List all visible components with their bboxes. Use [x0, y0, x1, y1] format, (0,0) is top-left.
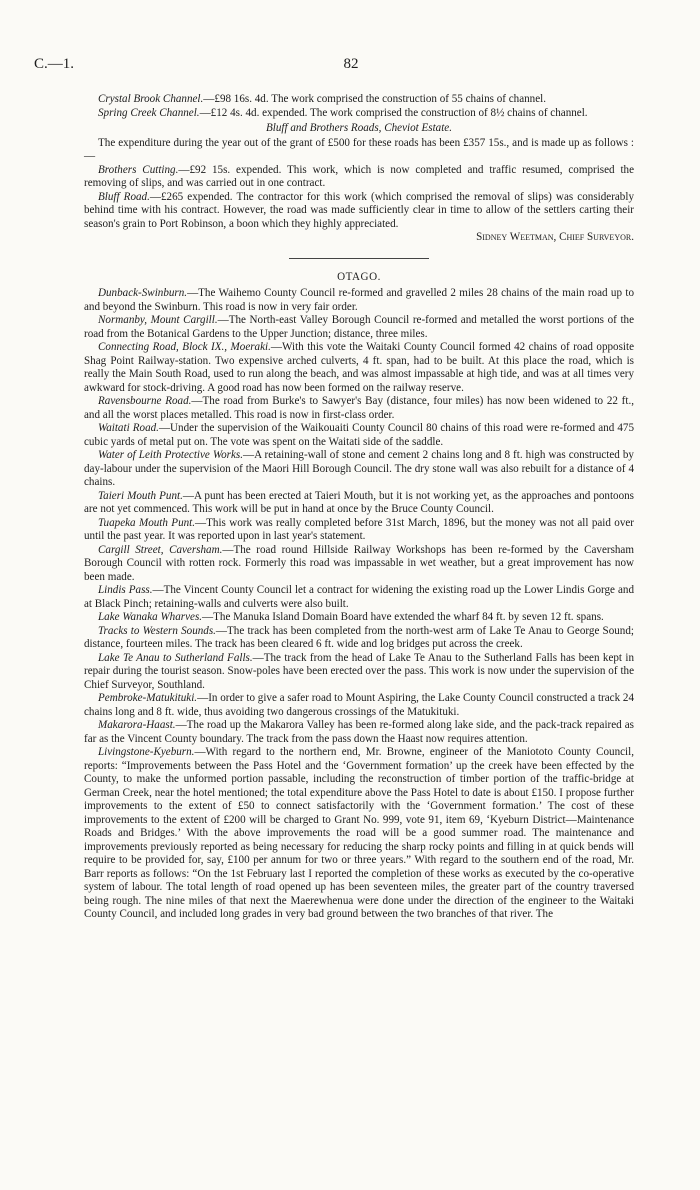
- paragraph-title: Lake Te Anau to Sutherland Falls.: [98, 651, 253, 664]
- paragraph-title: Cargill Street, Caversham.: [98, 543, 223, 556]
- paragraph-tuapeka-mouth: [84, 517, 634, 544]
- paragraph-title: Ravensbourne Road.: [98, 395, 192, 407]
- paragraph-spring-creek: [84, 107, 634, 121]
- paragraph-text: —Under the supervision of the Waikouaiti County Council 80 chains of this road were re-formed and 475 cubic yards of metal put on. The vote was spent on the Waitati side of the saddle.: [84, 422, 634, 448]
- paragraph-title: Tracks to Western Sounds.: [98, 624, 216, 637]
- paragraph-text: —In order to give a safer road to Mount Aspiring, the Lake County Council constructed a track 24 chains long and 8 ft. wide, thus avoiding two dangerous crossings of the Matukituki.: [84, 692, 634, 718]
- bluff-intro: The expenditure during the year out of the grant of £500 for these roads has been £357 15s., and is made up as follows :—: [84, 136, 634, 162]
- paragraph-text: —The Vincent County Council let a contract for widening the existing road up the Lower Lindis Gorge and at Black Pinch; retaining-walls and culverts were also built.: [84, 584, 634, 610]
- paragraph-title: Dunback-Swinburn.: [98, 287, 188, 299]
- paragraph-bluff-road: [84, 191, 634, 232]
- paragraph-ravensbourne: [84, 395, 634, 422]
- paragraph-text: —A retaining-wall of stone and cement 2 chains long and 8 ft. high was constructed by day-labour under the supervision of the Maori Hill Borough Council. The dry stone wall was also rebuilt for a distance of 4 chains.: [84, 449, 634, 488]
- paragraph-livingstone-kyeburn: [84, 746, 634, 922]
- paragraph-title: Waitati Road.: [98, 422, 159, 434]
- paragraph-text: —£98 16s. 4d. The work comprised the construction of 55 chains of channel.: [203, 93, 547, 105]
- paragraph-title: Normanby, Mount Cargill.: [98, 314, 218, 326]
- paragraph-taieri-mouth: [84, 490, 634, 517]
- paragraph-title: Livingstone-Kyeburn.: [98, 746, 195, 758]
- paragraph-title: Pembroke-Matukituki.: [98, 692, 198, 704]
- paragraph-crystal-brook: [84, 93, 634, 107]
- paragraph-normanby: [84, 314, 634, 341]
- paragraph-title: Water of Leith Protective Works.: [98, 449, 243, 461]
- paragraph-text: —£92 15s. expended. This work, which is now completed and traffic resumed, comprised the removing of slips, and was carried out in one contract.: [84, 163, 635, 189]
- bluff-heading: Bluff and Brothers Roads, Cheviot Estate.: [265, 122, 452, 134]
- paragraph-text: —With regard to the northern end, Mr. Browne, engineer of the Maniototo County Council, reports: “Improvements between the Pass Hotel and the ‘Government formation’ up the creek have been effected by the County, to make the unformed portion passable, including the reconstruction of timber portion of the traffic-bridge at German Creek, near the hotel mentioned; the total expenditure above the Pass Hotel to date is about £150. I propose further improvements to the extent of £50 to connect satisfactorily with the ‘Government formation.’ The cost of these improvements to the extent of £200 will be charged to Grant No. 999, vote 91, item 69, ‘Kyeburn District—Maintenance Roads and Bridges.’ With the above improvements the road will be a good summer road. The maintenance and improvements previously reported as being necessary for reducing the sharp rocky points and filling in at quick bends will require to be provided for, say, £100 per annum for two or three years.” With regard to the southern end of the road, Mr. Barr reports as follows: “On the 1st February last I reported the completion of these works as executed by the co-operative system of labour. The total length of road opened up has been seventeen miles, the greater part of the country traversed being rough. The nine miles of that next the Maerewhenua were done under the direction of the engineer to the Waitaki County Council, and included long grades in very bad ground between the two branches of that river. The: [84, 746, 634, 920]
- paragraph-text: —£265 expended. The contractor for this work (which comprised the removal of slips) was considerably behind time with his contract. However, the road was made sufficiently clear in time to allow of the settlers carting their season's grain to Port Robinson, a boon which they highly appreciated.: [84, 190, 634, 230]
- paragraph-text: —The road round Hillside Railway Workshops has been re-formed by the Caversham Borough Council with rotten rock. Formerly this road was impassable in wet weather, but a great improvement has now been made.: [84, 543, 634, 583]
- paragraph-dunback-swinburn: [84, 287, 634, 314]
- paragraph-text: —The road up the Makarora Valley has been re-formed along lake side, and the pack-track repaired as far as the Vincent County boundary. The track from the pass down the Haast now requires attention.: [84, 719, 634, 745]
- paragraph-lindis-pass: [84, 584, 634, 611]
- paragraph-lake-wanaka: [84, 611, 634, 625]
- paragraph-western-sounds: [84, 625, 634, 652]
- paragraph-title: Tuapeka Mouth Punt.: [98, 516, 196, 529]
- paragraph-cargill-street: [84, 544, 634, 585]
- paragraph-te-anau: [84, 652, 634, 693]
- paragraph-title: Makarora-Haast.: [98, 719, 176, 731]
- paragraph-text: —With this vote the Waitaki County Council formed 42 chains of road opposite Shag Point Railway-station. Two expensive arched culverts, 4 ft. span, had to be built. At this place the road, which is really the Main South Road, used to run along the beach, and was almost impassable at high tide, and was at all times very awkward for stock-driving. A good road has now been formed on the railway reserve.: [84, 341, 634, 394]
- section-divider: [289, 258, 429, 259]
- document-reference: C.—1.: [34, 56, 75, 72]
- page-number: 82: [343, 56, 359, 72]
- paragraph-title: Bluff Road.: [98, 190, 150, 203]
- paragraph-water-of-leith: [84, 449, 634, 490]
- paragraph-title: Crystal Brook Channel.: [98, 93, 204, 105]
- section-heading-otago: OTAGO.: [337, 270, 381, 283]
- paragraph-text: —The North-east Valley Borough Council re-formed and metalled the worst portions of the road from the Botanical Gardens to the Upper Junction; distance, three miles.: [84, 314, 634, 340]
- paragraph-text: —The Manuka Island Domain Board have extended the wharf 84 ft. by seven 12 ft. spans.: [202, 611, 604, 623]
- paragraph-title: Connecting Road, Block IX., Moeraki.: [98, 341, 271, 353]
- paragraph-text: —The Waihemo County Council re-formed and gravelled 2 miles 28 chains of the main road up to and beyond the Swinburn. This road is now in very fair order.: [84, 287, 634, 313]
- paragraph-title: Taieri Mouth Punt.: [98, 489, 183, 502]
- paragraph-title: Lindis Pass.: [98, 584, 153, 596]
- paragraph-title: Lake Wanaka Wharves.: [98, 611, 203, 623]
- paragraph-text: —A punt has been erected at Taieri Mouth, but it is not working yet, as the approaches and pontoons are not yet commenced. This work will be put in hand at once by the Bruce County Council.: [84, 489, 634, 515]
- document-body: [84, 93, 634, 922]
- paragraph-text: —The track has been completed from the north-west arm of Lake Te Anau to George Sound; distance, fourteen miles. The track has been cleared 6 ft. wide and log bridges put across the creek.: [84, 624, 634, 650]
- paragraph-text: —This work was really completed before 31st March, 1896, but the money was not all paid over until the past year. It was reported upon in last year's statement.: [84, 516, 634, 542]
- paragraph-text: —£12 4s. 4d. expended. The work comprised the construction of 8½ chains of channel.: [199, 106, 588, 119]
- signature: Sidney Weetman, Chief Surveyor.: [476, 231, 634, 243]
- paragraph-text: —The road from Burke's to Sawyer's Bay (distance, four miles) has now been widened to 22 ft., and all the worst places metalled. This road is now in first-class order.: [84, 395, 634, 421]
- paragraph-connecting-road: [84, 341, 634, 395]
- paragraph-waitati: [84, 422, 634, 449]
- paragraph-brothers-cutting: [84, 164, 634, 191]
- page-header: [34, 58, 668, 80]
- paragraph-title: Brothers Cutting.: [98, 163, 179, 176]
- paragraph-title: Spring Creek Channel.: [98, 106, 200, 119]
- paragraph-pembroke: [84, 692, 634, 719]
- paragraph-makarora-haast: [84, 719, 634, 746]
- paragraph-text: —The track from the head of Lake Te Anau to the Sutherland Falls has been kept in repair during the tourist season. Snow-poles have been erected over the pass. This work is now under the supervision of the Chief Surveyor, Southland.: [84, 651, 635, 691]
